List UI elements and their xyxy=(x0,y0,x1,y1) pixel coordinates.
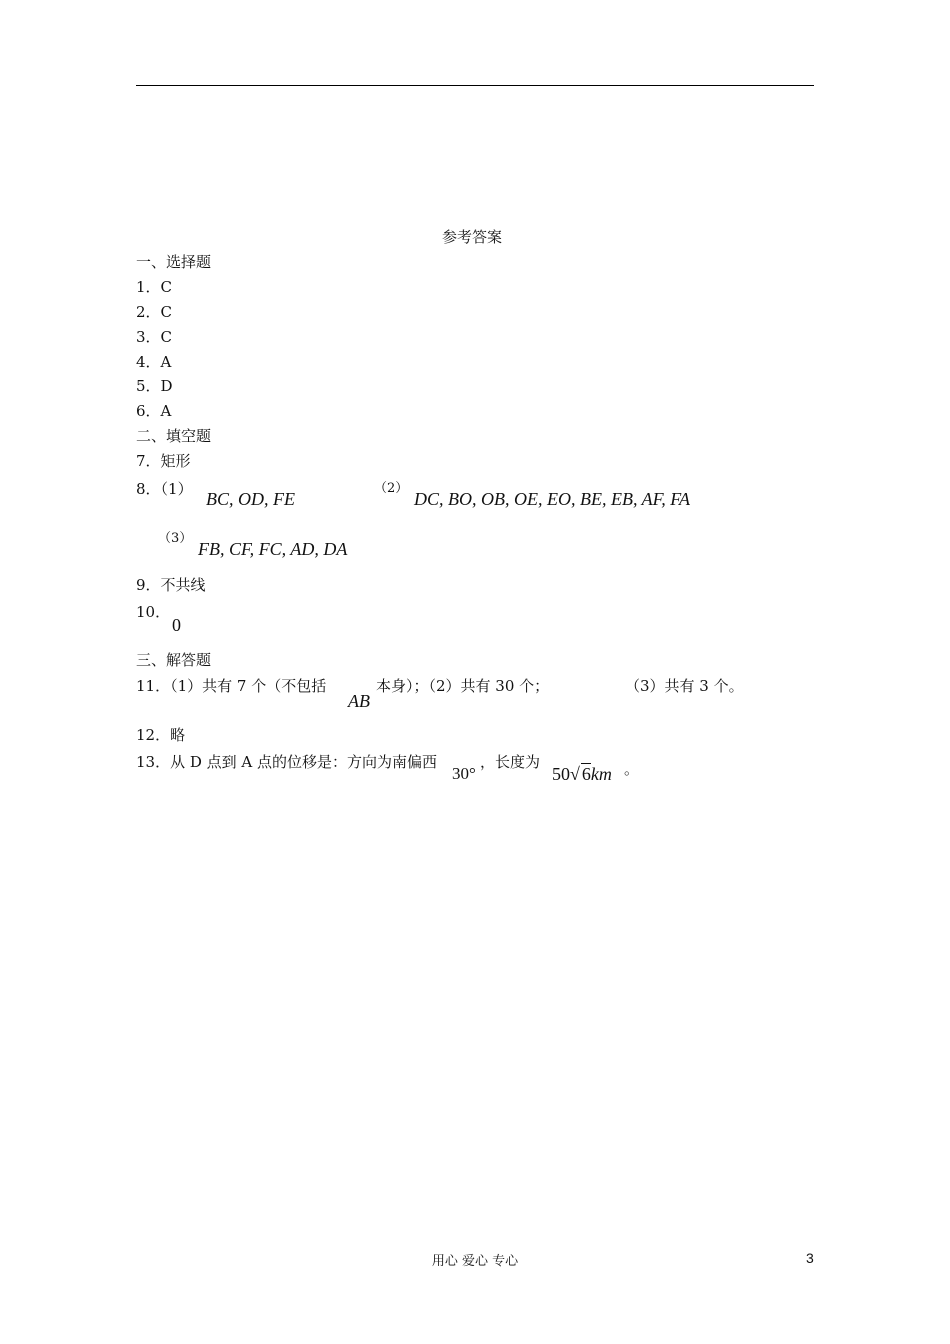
answer-10-label: 10． xyxy=(136,603,171,621)
answer-10-value: 0 xyxy=(172,615,181,635)
sqrt-sign: √ xyxy=(570,764,580,784)
answer-11-ab: AB xyxy=(348,691,370,711)
answer-12: 12．略 xyxy=(136,726,186,744)
answer-8-label: 8．（1） xyxy=(136,480,193,498)
section-choice: 一、选择题 xyxy=(136,253,212,271)
answer-8-part3: FB, CF, FC, AD, DA xyxy=(198,539,348,559)
section-solve: 三、解答题 xyxy=(136,651,212,669)
answer-13-part1: 13．从 D 点到 A 点的位移是：方向为南偏西 xyxy=(136,753,438,771)
answer-13-period: 。 xyxy=(624,760,640,778)
section-fill: 二、填空题 xyxy=(136,427,212,445)
answer-8-part2: DC, BO, OB, OE, EO, BE, EB, AF, FA xyxy=(414,489,690,509)
answer-13-angle: 30° xyxy=(452,764,476,783)
header-rule xyxy=(136,85,814,86)
length-coefficient: 50 xyxy=(552,764,570,784)
answer-3: 3．C xyxy=(136,328,173,346)
answer-13-part2: ，长度为 xyxy=(480,753,541,771)
footer-text: 用心 爱心 专心 xyxy=(431,1254,519,1269)
answer-2: 2．C xyxy=(136,303,173,321)
answer-4: 4．A xyxy=(136,353,172,371)
answer-8-part2-label: （2） xyxy=(374,481,409,496)
answer-13-length xyxy=(552,763,612,784)
answer-11-part2: 本身）；（2）共有 30 个； xyxy=(376,677,550,695)
page-title: 参考答案 xyxy=(442,228,503,246)
answer-8-part3-label: （3） xyxy=(158,531,193,546)
answer-11-part1: 11．（1）共有 7 个（不包括 xyxy=(136,677,327,695)
answer-9: 9．不共线 xyxy=(136,576,206,594)
answer-11-part3: （3）共有 3 个。 xyxy=(625,677,744,695)
answer-7: 7．矩形 xyxy=(136,452,191,470)
answer-5: 5．D xyxy=(136,377,173,395)
length-unit: km xyxy=(590,764,612,784)
sqrt-radicand: 6 xyxy=(581,764,591,784)
answer-1: 1．C xyxy=(136,278,173,296)
page-number: 3 xyxy=(806,1250,814,1266)
answer-8-part1: BC, OD, FE xyxy=(206,489,295,509)
answer-6: 6．A xyxy=(136,402,172,420)
